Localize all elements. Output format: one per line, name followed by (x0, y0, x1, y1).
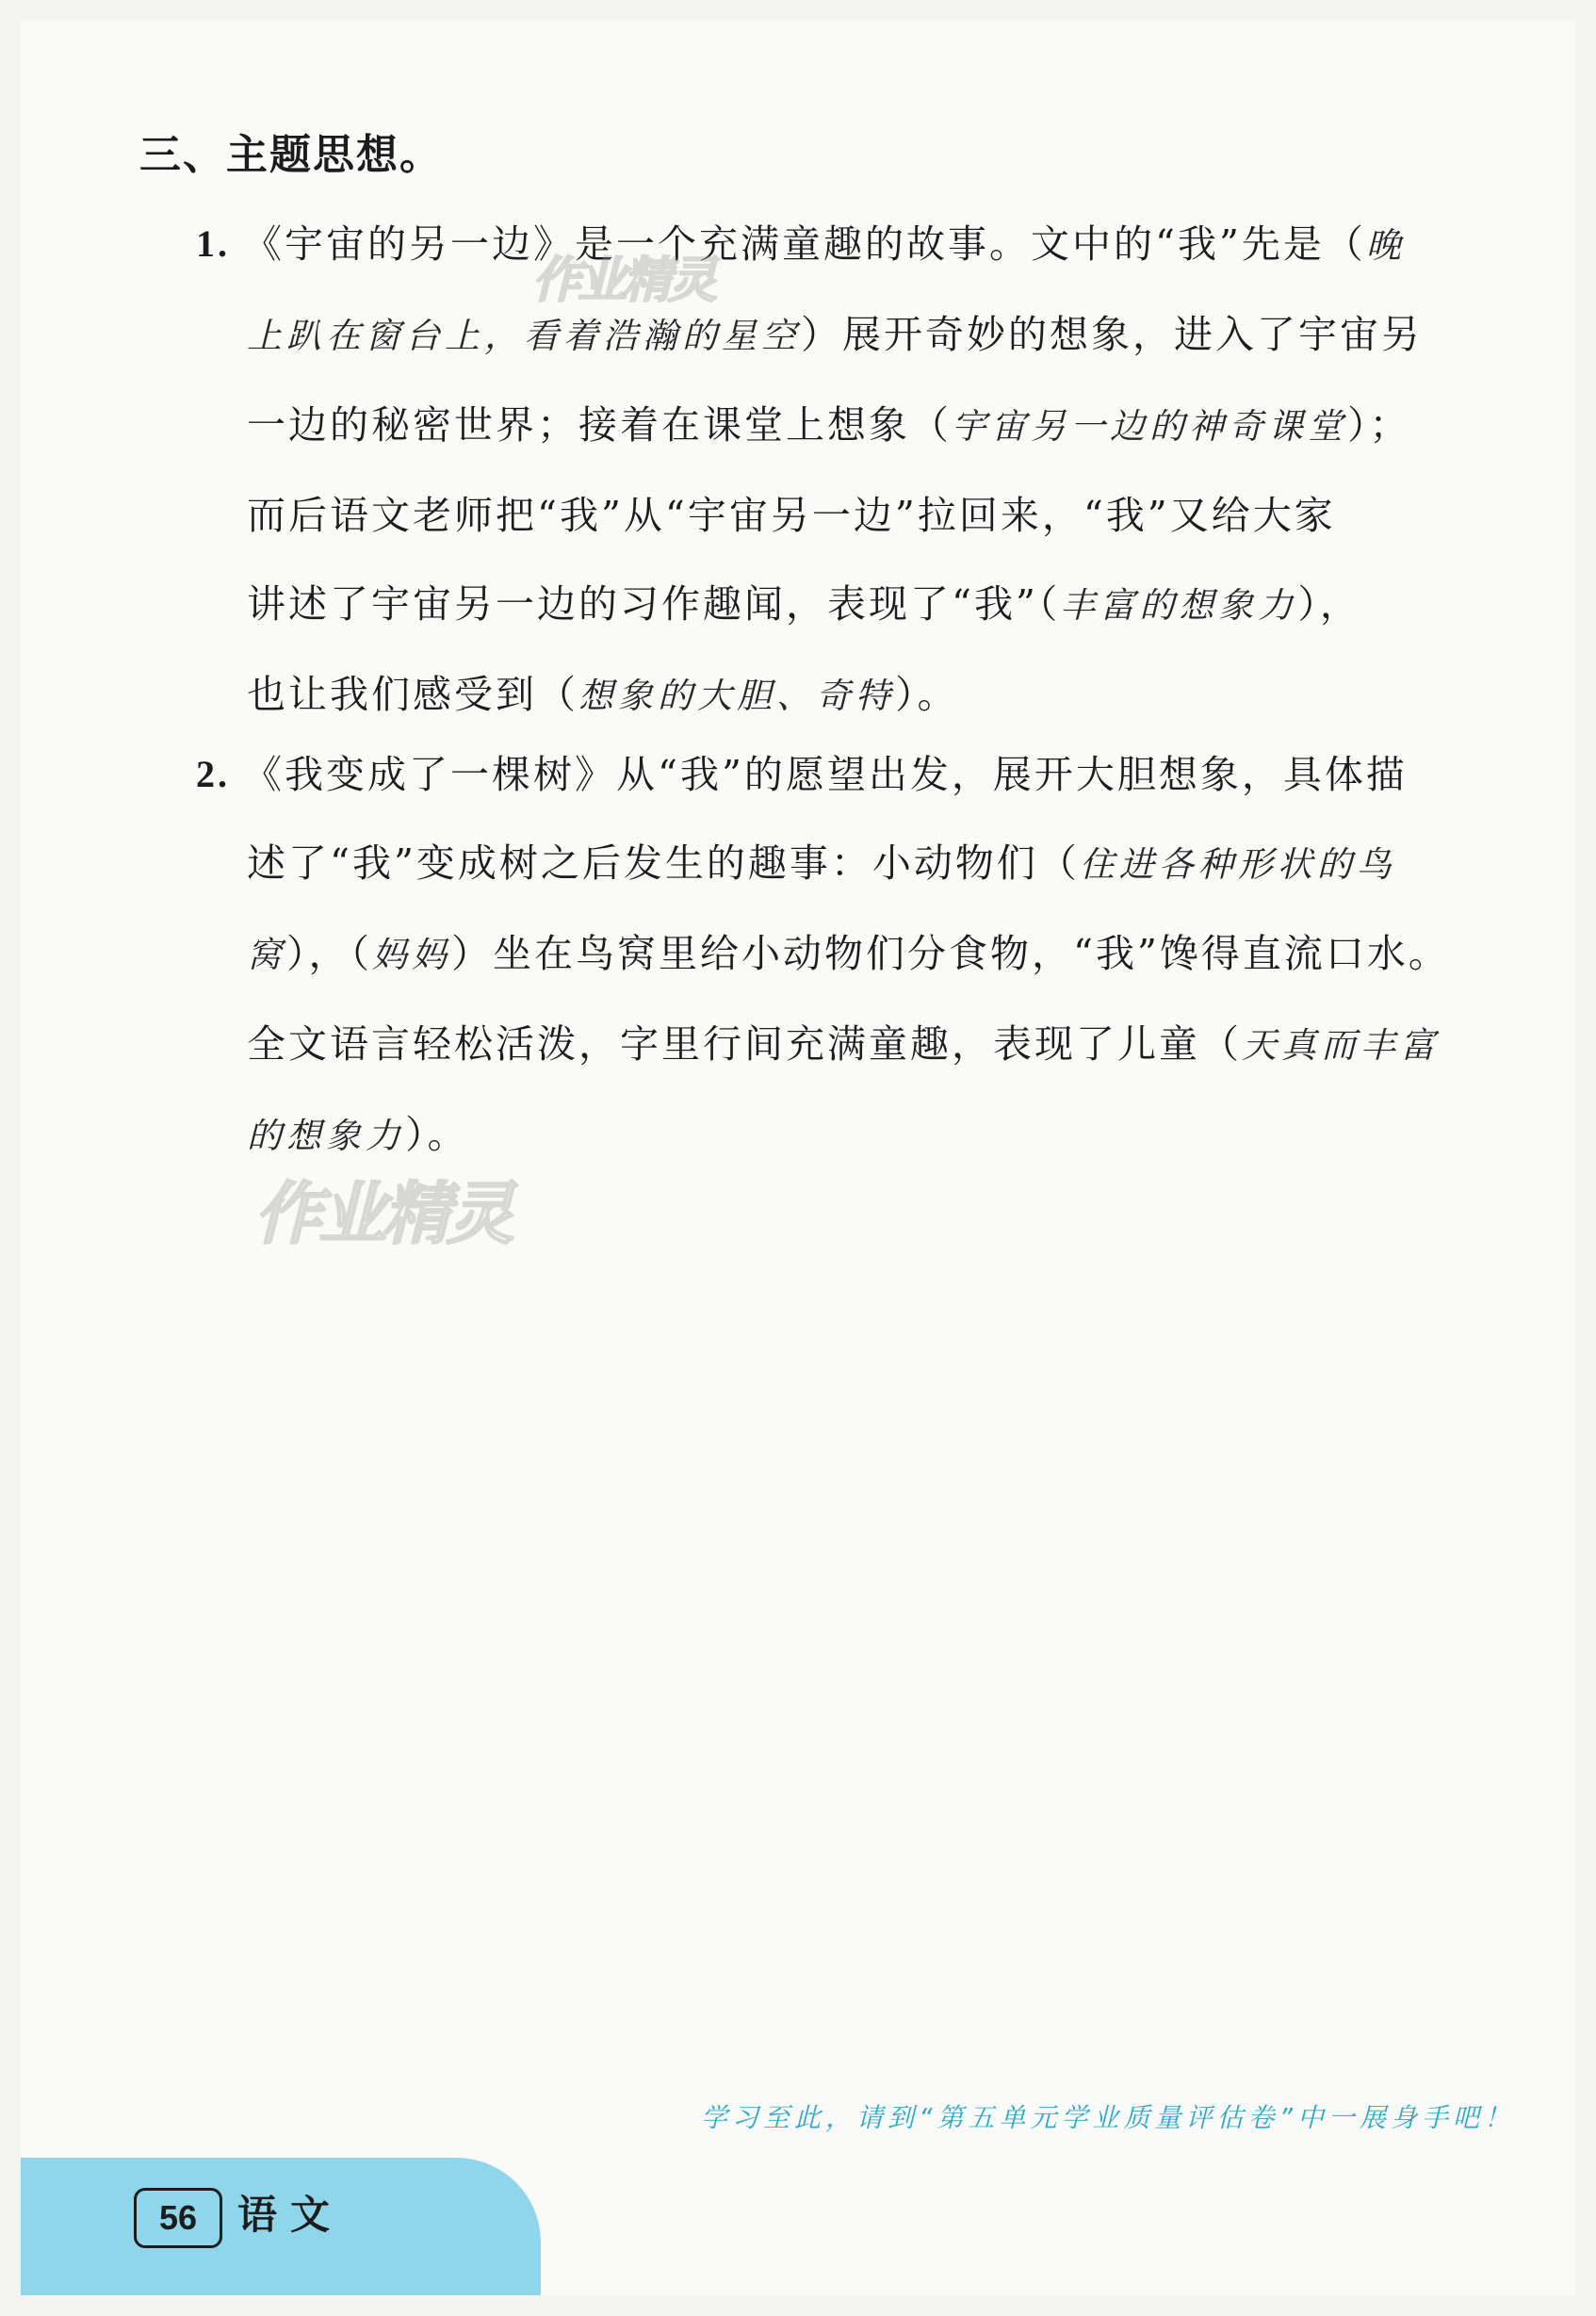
answer-item-2 (198, 730, 1517, 1181)
text-line (198, 200, 1517, 290)
text-segment: 讲述了宇宙另一边的习作趣闻，表现了“我”（ (247, 581, 1061, 627)
answer-fill: 宇宙另一边的神奇课堂 (952, 406, 1347, 447)
text-line (198, 730, 1517, 819)
text-segment: 《宇宙的另一边》是一个充满童趣的故事。文中的“我”先是（ (243, 221, 1366, 267)
answer-fill: 窝 (247, 935, 286, 975)
text-line (198, 471, 1517, 560)
text-segment: 也让我们感受到（ (247, 672, 578, 717)
answer-fill: 上趴在窗台上，看着浩瀚的星空 (247, 316, 801, 356)
text-line (198, 909, 1517, 1000)
text-segment: 一边的秘密世界；接着在课堂上想象（ (247, 402, 952, 448)
answer-fill: 妈妈 (372, 935, 451, 975)
text-segment: ）展开奇妙的想象，进入了宇宙另 (801, 312, 1423, 357)
text-line (198, 381, 1517, 471)
text-segment: ）。 (405, 1112, 469, 1157)
answer-fill: 的想象力 (247, 1116, 405, 1156)
text-segment: ）。 (895, 672, 959, 717)
item-number: 2. (196, 753, 230, 795)
subject-label: 语文 (237, 2192, 344, 2238)
answer-fill: 想象的大胆、奇特 (578, 676, 895, 716)
footer-note: 学习至此，请到“第五单元学业质量评估卷”中一展身手吧！ (700, 2102, 1515, 2133)
answer-fill: 住进各种形状的鸟 (1079, 844, 1396, 885)
item-number: 1. (196, 222, 230, 265)
watermark: 作业精灵 (532, 253, 714, 309)
text-segment: 全文语言轻松活泼，字里行间充满童趣，表现了儿童（ (247, 1021, 1242, 1067)
text-line (198, 650, 1517, 741)
item-text (198, 200, 1517, 741)
answer-fill: 晚 (1365, 225, 1406, 266)
section-title: 三、主题思想。 (139, 131, 443, 179)
text-segment: 《我变成了一棵树》从“我”的愿望出发，展开大胆想象，具体描 (243, 752, 1408, 797)
text-line (198, 1000, 1517, 1090)
answer-item-1 (198, 200, 1517, 741)
answer-fill: 天真而丰富 (1242, 1025, 1440, 1066)
text-segment: 述了“我”变成树之后发生的趣事：小动物们（ (247, 840, 1080, 886)
text-line (198, 290, 1517, 381)
text-segment: 而后语文老师把“我”从“宇宙另一边”拉回来，“我”又给大家 (247, 493, 1336, 538)
text-segment: ）； (1347, 402, 1411, 448)
text-segment: ）， (1297, 581, 1361, 627)
item-text (198, 730, 1517, 1181)
page-number: 56 (134, 2188, 222, 2248)
text-segment: ）坐在鸟窝里给小动物们分食物，“我”馋得直流口水。 (451, 931, 1450, 976)
text-line (198, 560, 1517, 650)
text-segment: ），（ (286, 931, 372, 976)
watermark: 作业精灵 (254, 1174, 512, 1253)
answer-fill: 丰富的想象力 (1060, 585, 1298, 626)
text-line (198, 819, 1517, 909)
